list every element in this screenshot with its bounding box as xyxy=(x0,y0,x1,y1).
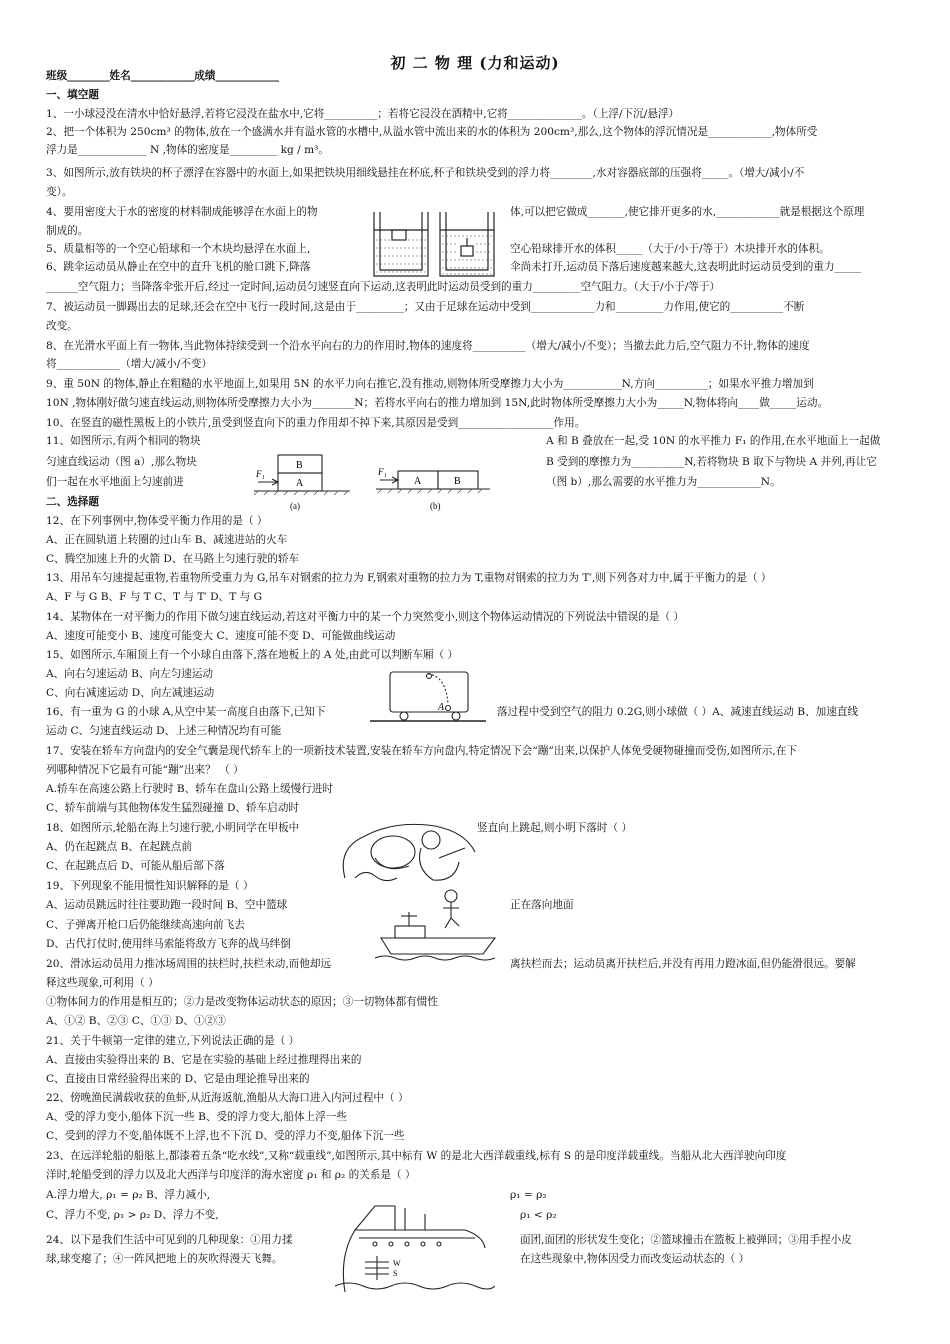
text-line: 伞尚未打开,运动员下落后速度越来越大,这表明此时运动员受到的重力_____ xyxy=(510,261,862,273)
text-line: ______空气阻力；当降落伞张开后,经过一定时间,运动员匀速竖直向下运动,这表明此时运动员受到的重力_________空气阻力。（大于/小于/等于） xyxy=(46,281,721,293)
text-line: A.轿车在高速公路上行驶时 B、轿车在盘山公路上缓慢行进时 xyxy=(46,783,334,795)
text-line: C、向右减速运动 D、向左减速运动 xyxy=(46,687,215,699)
text-line: 15、如图所示,车厢顶上有一个小球自由落下,落在地板上的 A 处,由此可以判断车厢（ ） xyxy=(46,649,459,661)
text-line: ①物体间力的作用是相互的；②力是改变物体运动状态的原因；③一切物体都有惯性 xyxy=(46,996,438,1008)
text-line: 将____________（增大/减小/不变） xyxy=(46,358,213,370)
text-line: C、浮力不变, ρ₁ > ρ₂ D、浮力不变, xyxy=(46,1209,219,1221)
text-line: 落过程中受到空气的阻力 0.2G,则小球做（ ）A、减速直线运动 B、加速直线 xyxy=(497,706,859,718)
text-line: 面团,面团的形状发生变化；②篮球撞击在篮板上被弹回；③用手捏小皮 xyxy=(520,1234,852,1246)
caption-b: (b) xyxy=(430,501,441,511)
ship-figure xyxy=(335,1196,495,1302)
text-line: 竖直向上跳起,则小明下落时（ ） xyxy=(477,822,633,834)
text-line: 1、一小球浸没在清水中恰好悬浮,若将它浸没在盐水中,它将__________；若将它浸没在酒精中,它将______________。（上浮/下沉/悬浮） xyxy=(46,108,680,120)
text-line: （图 b）,那么需要的水平推力为____________N。 xyxy=(546,476,781,488)
text-line: A、仍在起跳点 B、在起跳点前 xyxy=(46,841,192,853)
text-line: 正在落向地面 xyxy=(510,899,574,911)
text-line: A、向右匀速运动 B、向左匀速运动 xyxy=(46,668,214,680)
text-line: C、腾空加速上升的火箭 D、在马路上匀速行驶的轿车 xyxy=(46,553,300,565)
text-line: 离扶栏而去；运动员离开扶栏后,并没有再用力蹬冰面,但仍能滑很远。要解 xyxy=(510,958,856,970)
text-line: 列哪种情况下它最有可能“蹦”出来？ （ ） xyxy=(46,764,244,776)
text-line: A.浮力增大, ρ₁ = ρ₂ B、浮力减小, xyxy=(46,1189,211,1201)
load-line-s: S xyxy=(393,1269,398,1278)
text-line: 11、如图所示,有两个相同的物块 xyxy=(46,435,201,447)
text-line: C、受到的浮力不变,船体既不上浮,也不下沉 D、受的浮力不变,船体下沉一些 xyxy=(46,1130,405,1142)
text-line: A、直接由实验得出来的 B、它是在实验的基础上经过推理得出来的 xyxy=(46,1054,362,1066)
point-a-label: A xyxy=(438,702,445,713)
text-line: 制成的。 xyxy=(46,225,89,237)
text-line: 球,球变瘪了；④一阵风把地上的灰吹得漫天飞舞。 xyxy=(46,1253,283,1265)
caption-a: (a) xyxy=(290,501,300,511)
text-line: 变）。 xyxy=(46,186,73,198)
text-line: 二、选择题 xyxy=(46,496,99,508)
force-label-a: F₁ xyxy=(256,469,265,479)
text-line: 4、要用密度大于水的密度的材料制成能够浮在水面上的物 xyxy=(46,206,318,218)
text-line: 2、把一个体积为 250cm³ 的物体,放在一个盛满水并有溢水管的水槽中,从溢水管中流出来的水的体积为 200cm³,那么,这个物体的浮沉情况是____________,物体所受 xyxy=(46,126,818,138)
text-line: B 受到的摩擦力为__________N,若将物块 B 取下与物块 A 并列,再让它 xyxy=(546,456,877,468)
text-line: A 和 B 叠放在一起,受 10N 的水平推力 F₁ 的作用,在水平地面上一起做 xyxy=(546,435,881,447)
block-b-label-a: B xyxy=(296,460,303,471)
text-line: 18、如图所示,轮船在海上匀速行驶,小明同学在甲板中 xyxy=(46,822,300,834)
text-line: 19、下列现象不能用惯性知识解释的是（ ） xyxy=(46,880,254,892)
text-line: 5、质量相等的一个空心铅球和一个木块均悬浮在水面上, xyxy=(46,243,311,255)
text-line: 10N ,物体刚好做匀速直线运动,则物体所受摩擦力大小为________N；若将水平向右的推力增加到 15N,此时物体所受摩擦力大小为_____N,物体将向____做_____运动。 xyxy=(46,397,829,409)
page-title: 初 二 物 理 (力和运动) xyxy=(390,54,560,72)
block-a-label-b: A xyxy=(414,476,422,487)
text-line: 改变。 xyxy=(46,320,78,332)
text-line: C、子弹离开枪口后仍能继续高速向前飞去 xyxy=(46,919,245,931)
airbag-figure xyxy=(335,818,485,888)
text-line: 22、傍晚渔民满载收获的鱼虾,从近海返航,渔船从大海口进入内河过程中（ ） xyxy=(46,1092,409,1104)
text-line: 匀速直线运动（图 a）,那么物块 xyxy=(46,456,197,468)
text-line: 空心铅球排开水的体积_____（大于/小于/等于）木块排开水的体积。 xyxy=(510,243,830,255)
text-line: 3、如图所示,放有铁块的杯子漂浮在容器中的水面上,如果把铁块用细线悬挂在杯底,杯子和铁块受到的浮力将________,水对容器底部的压强将_____。（增大/减小/不 xyxy=(46,167,805,179)
text-line: D、古代打仗时,使用绊马索能将敌方飞奔的战马绊倒 xyxy=(46,938,291,950)
text-line: ρ₁ = ρ₂ xyxy=(510,1189,547,1201)
text-line: 13、用吊车匀速提起重物,若重物所受重力为 G,吊车对钢索的拉力为 F,钢索对重物的拉力为 T,重物对钢索的拉力为 T′,则下列各对力中,属于平衡力的是（ ） xyxy=(46,572,772,584)
text-line: 8、在光滑水平面上有一物体,当此物体持续受到一个沿水平向右的力的作用时,物体的速度将__________（增大/减小/不变）；当撤去此力后,空气阻力不计,物体的速度 xyxy=(46,340,810,352)
text-line: 释这些现象,可利用（ ） xyxy=(46,977,159,989)
block-b-label-b: B xyxy=(454,476,461,487)
text-line: 17、安装在轿车方向盘内的安全气囊是现代轿车上的一项新技术装置,安装在轿车方向盘内,特定情况下会“蹦”出来,以保护人体免受硬物碰撞而受伤,如图所示,在下 xyxy=(46,745,797,757)
water-left xyxy=(376,240,426,272)
text-line: 10、在竖直的磁性黑板上的小铁片,虽受到竖直向下的重力作用却不掉下来,其原因是受到__________________作用。 xyxy=(46,417,586,429)
text-line: 运动 C、匀速直线运动 D、上述三种情况均有可能 xyxy=(46,725,282,737)
text-line: A、运动员跳远时往往要助跑一段时间 B、空中篮球 xyxy=(46,899,288,911)
text-line: 洋时,轮船受到的浮力以及北大西洋与印度洋的海水密度 ρ₁ 和 ρ₂ 的关系是（ ） xyxy=(46,1169,416,1181)
text-line: 7、被运动员一脚踢出去的足球,还会在空中飞行一段时间,这是由于_________；又由于足球在运动中受到____________力和_________力作用,使它的__________不断 xyxy=(46,301,805,313)
text-line: ρ₁ < ρ₂ xyxy=(520,1209,557,1221)
text-line: 班级________姓名____________成绩____________ xyxy=(46,70,280,82)
text-line: C、轿车前端与其他物体发生猛烈碰撞 D、轿车启动时 xyxy=(46,802,300,814)
load-line-w: W xyxy=(393,1259,401,1268)
text-line: C、直接由日常经验得出来的 D、它是由理论推导出来的 xyxy=(46,1073,310,1085)
figure-b xyxy=(376,471,490,489)
carriage-figure xyxy=(368,668,488,726)
text-line: 在这些现象中,物体因受力而改变运动状态的（ ） xyxy=(520,1253,750,1265)
beaker-left xyxy=(374,212,428,276)
text-line: 20、滑冰运动员用力推冰场周围的扶栏时,扶栏未动,而他却远 xyxy=(46,958,332,970)
block-a-label-a: A xyxy=(296,478,304,489)
text-line: C、在起跳点后 D、可能从船后部下落 xyxy=(46,860,225,872)
blocks-figure xyxy=(250,447,510,515)
text-line: 12、在下列事例中,物体受平衡力作用的是（ ） xyxy=(46,515,268,527)
text-line: 9、重 50N 的物体,静止在粗糙的水平地面上,如果用 5N 的水平力向右推它,没有推动,则物体所受摩擦力大小为___________N,方向__________；如果水平推力增加到 xyxy=(46,378,814,390)
boat-figure xyxy=(375,888,505,966)
text-line: 23、在远洋轮船的船舷上,都漆着五条“吃水线”,又称“载重线”,如图所示,其中标有 W 的是北大西洋载重线,标有 S 的是印度洋载重线。当船从北大西洋驶向印度 xyxy=(46,1150,787,1162)
text-line: 14、某物体在一对平衡力的作用下做匀速直线运动,若这对平衡力中的某一个力突然变小,则这个物体运动情况的下列说法中错误的是（ ） xyxy=(46,611,685,623)
text-line: A、①② B、②③ C、①③ D、①②③ xyxy=(46,1015,226,1027)
text-line: 浮力是_____________ N ,物体的密度是_________ kg / m³。 xyxy=(46,144,330,156)
beaker-figure xyxy=(370,210,500,280)
text-line: A、正在圆轨道上转圈的过山车 B、减速进站的火车 xyxy=(46,534,288,546)
text-line: A、受的浮力变小,船体下沉一些 B、受的浮力变大,船体上浮一些 xyxy=(46,1111,347,1123)
text-line: 24、以下是我们生活中可见到的几种现象：①用力揉 xyxy=(46,1234,293,1246)
text-line: 体,可以把它做成_______,使它排开更多的水,____________就是根据这个原理 xyxy=(510,206,865,218)
text-line: A、速度可能变小 B、速度可能变大 C、速度可能不变 D、可能做曲线运动 xyxy=(46,630,396,642)
text-line: 16、有一重为 G 的小球 A,从空中某一高度自由落下,已知下 xyxy=(46,706,326,718)
text-line: 6、跳伞运动员从静止在空中的直升飞机的舱口跳下,降落 xyxy=(46,261,311,273)
force-label-b: F₁ xyxy=(378,467,387,477)
text-line: 一、填空题 xyxy=(46,89,99,101)
text-line: A、F 与 G B、F 与 T C、T 与 T′ D、T 与 G xyxy=(46,591,263,603)
text-line: 21、关于牛顿第一定律的建立,下列说法正确的是（ ） xyxy=(46,1035,300,1047)
text-line: 们一起在水平地面上匀速前进 xyxy=(46,476,184,488)
